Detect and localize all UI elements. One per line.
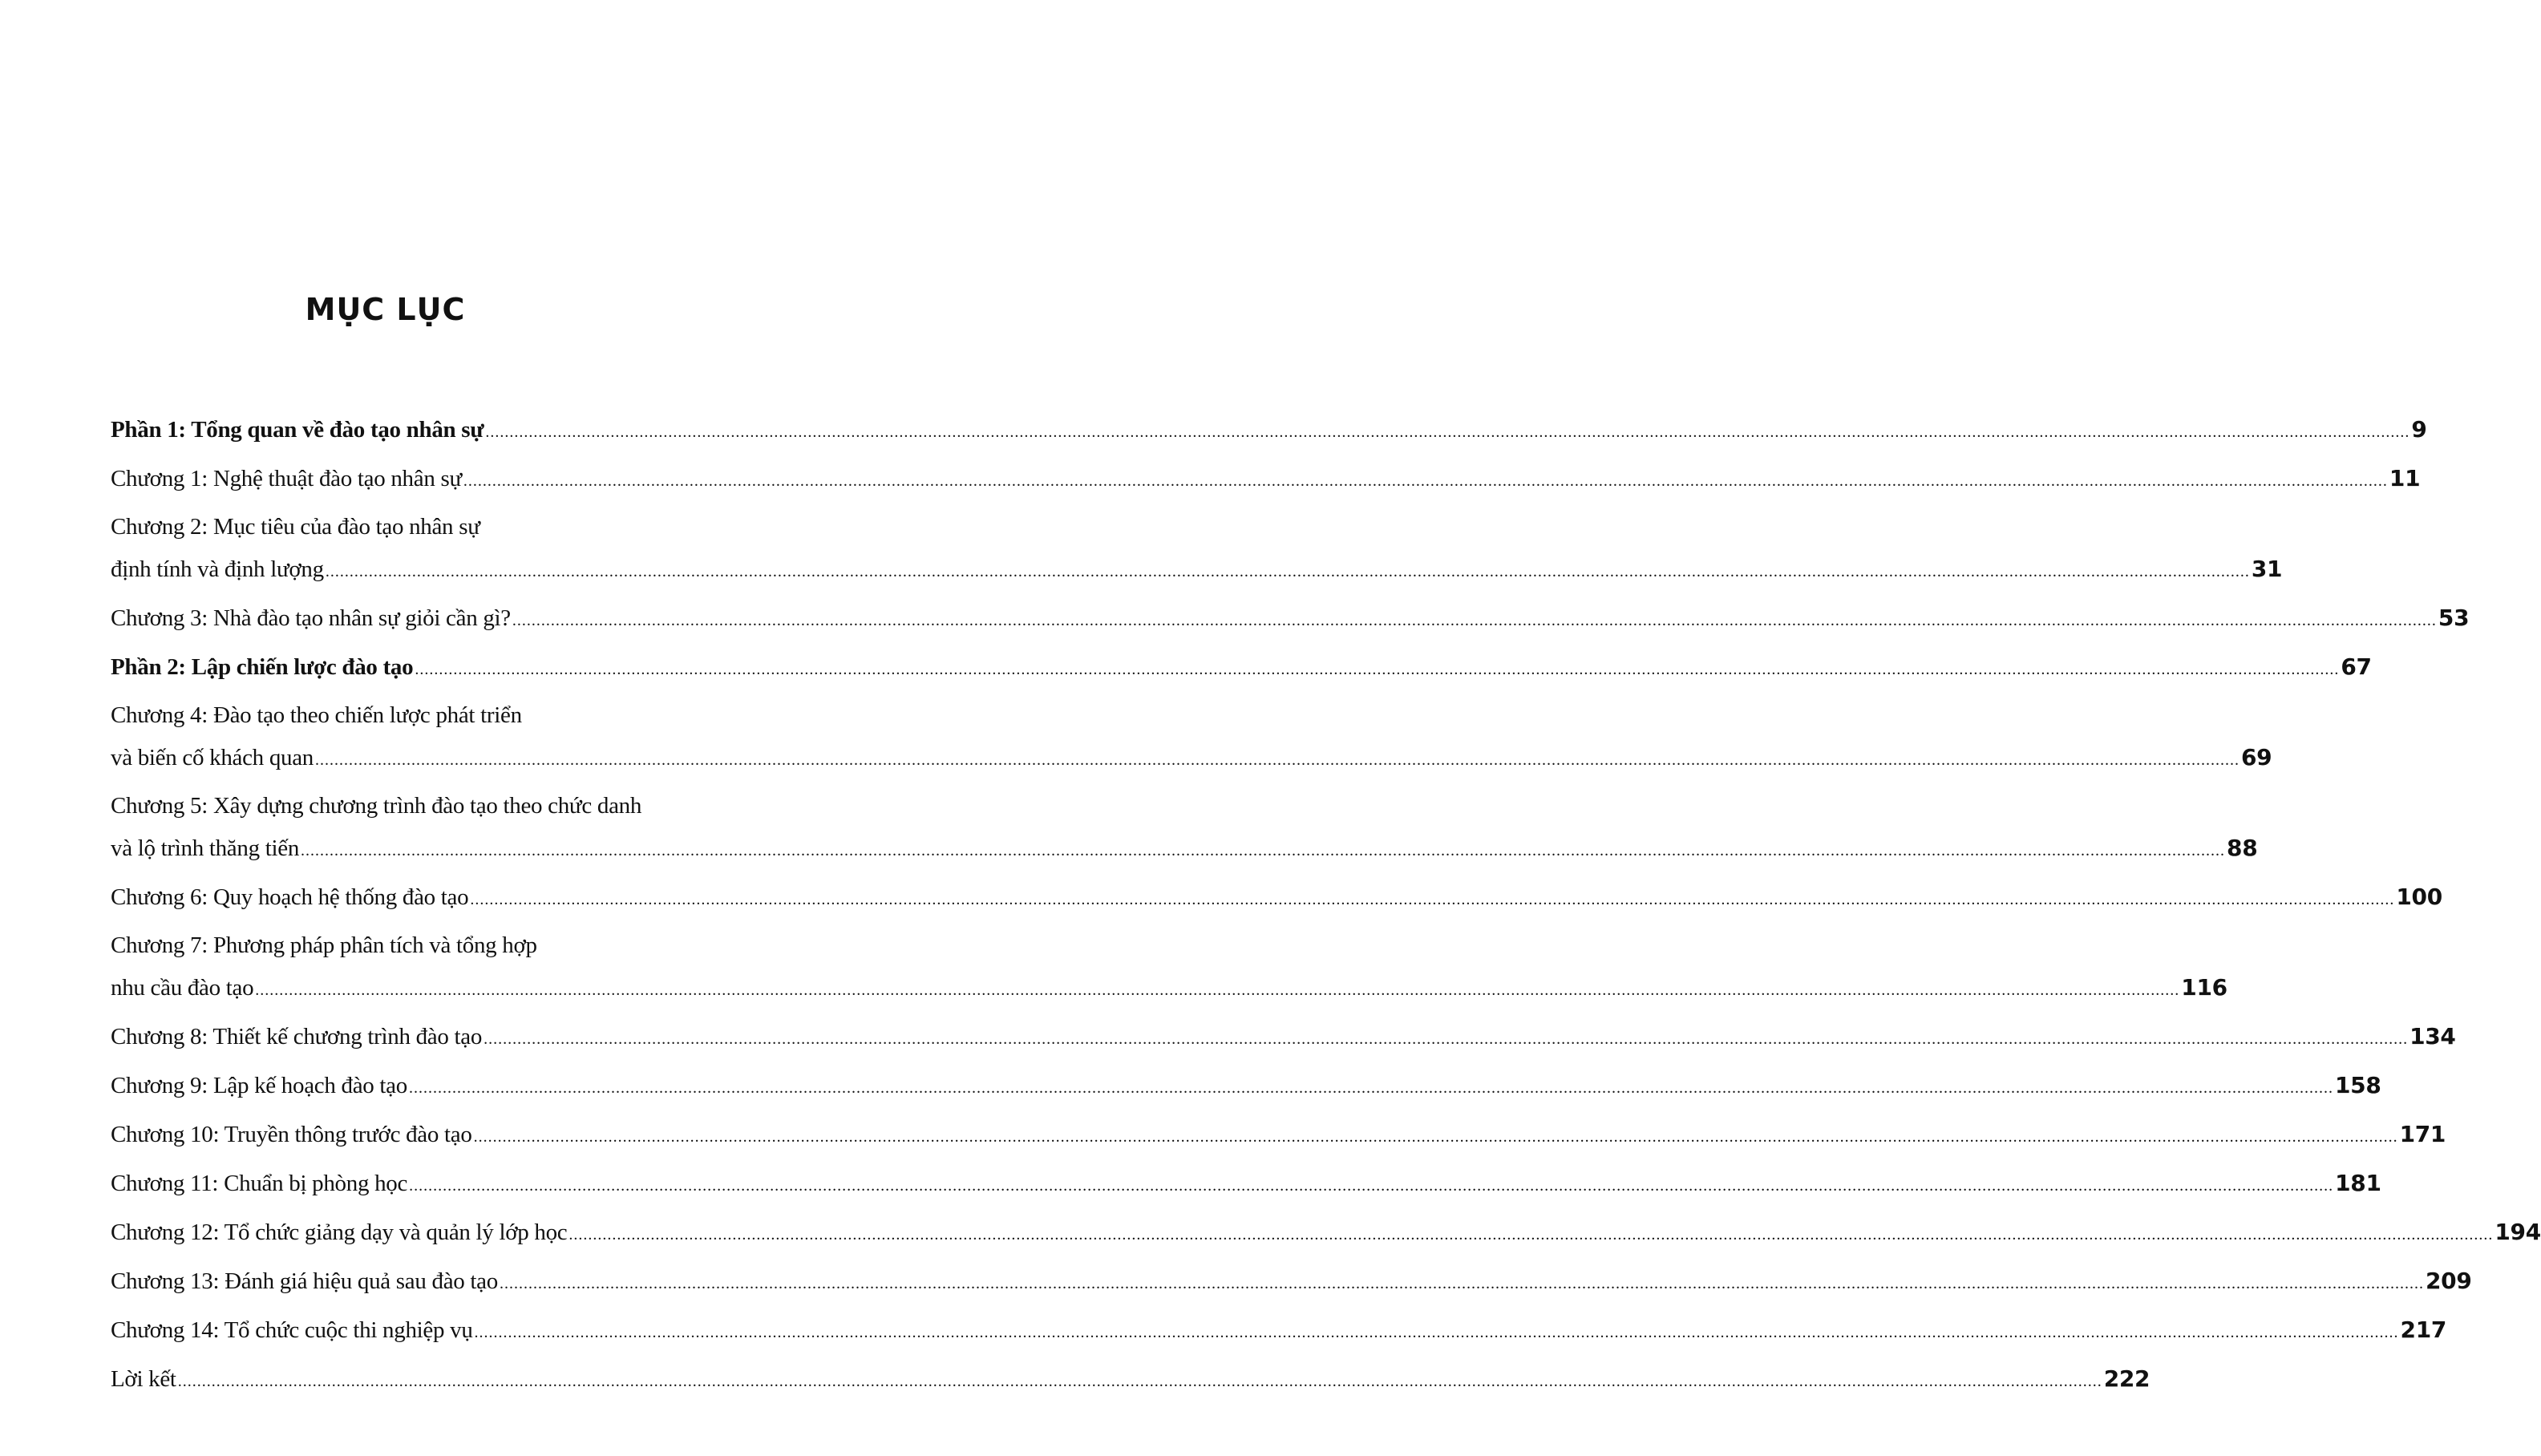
toc-dot-leader: ................................................................................................................................................................................................................................................................................................................................................................................................................ (415, 661, 2340, 678)
toc-chapter-entry (111, 463, 2421, 497)
toc-entry-line (111, 602, 2470, 637)
toc-chapter-entry (111, 1314, 2447, 1349)
toc-page-number: 67 (2341, 653, 2372, 680)
toc-part-entry (111, 414, 2427, 448)
toc-entry-line (111, 1021, 2456, 1055)
toc-entry-line (111, 553, 2283, 588)
toc-entry-title: định tính và định lượng (111, 556, 324, 582)
toc-entry-title: và biến cố khách quan (111, 745, 314, 770)
toc-chapter-entry (111, 1167, 2381, 1202)
toc-entry-line (111, 832, 2258, 867)
toc-page-number: 53 (2438, 605, 2470, 631)
toc-entry-line (111, 742, 2272, 776)
toc-entry-line (111, 1265, 2472, 1300)
toc-dot-leader: ................................................................................................................................................................................................................................................................................................................................................................................................................ (474, 1324, 2399, 1341)
toc-entry-title: Chương 9: Lập kế hoạch đào tạo (111, 1073, 407, 1098)
toc-chapter-entry (111, 1363, 2151, 1397)
toc-entry-title: Chương 12: Tổ chức giảng dạy và quản lý lớp học (111, 1219, 568, 1245)
toc-dot-leader: ................................................................................................................................................................................................................................................................................................................................................................................................................ (473, 1128, 2398, 1146)
toc-entry-title: Chương 8: Thiết kế chương trình đào tạo (111, 1024, 483, 1050)
toc-entry-line (111, 972, 2227, 1006)
toc-chapter-entry (111, 700, 2272, 776)
toc-entry-line (111, 463, 2421, 497)
toc-chapter-entry (111, 1118, 2446, 1153)
toc-chapter-entry (111, 1021, 2456, 1055)
toc-page-number: 181 (2335, 1170, 2381, 1196)
toc-entry-line (111, 881, 2442, 916)
toc-dot-leader: ................................................................................................................................................................................................................................................................................................................................................................................................................ (484, 1030, 2409, 1048)
toc-entry-title-line1: Chương 4: Đào tạo theo chiến lược phát triển (111, 702, 522, 728)
toc-entry-line (111, 1216, 2541, 1251)
toc-entry-title: Phần 2: Lập chiến lược đào tạo (111, 654, 414, 680)
toc-entry-line (111, 651, 2372, 686)
page-title: MỤC LỤC (305, 292, 466, 327)
toc-page-number: 217 (2400, 1316, 2447, 1343)
toc-dot-leader: ................................................................................................................................................................................................................................................................................................................................................................................................................ (470, 891, 2395, 908)
toc-page-number: 158 (2334, 1072, 2381, 1098)
toc-entry-line (111, 1363, 2151, 1397)
toc-dot-leader: ................................................................................................................................................................................................................................................................................................................................................................................................................ (177, 1373, 2102, 1390)
toc-chapter-entry (111, 1265, 2472, 1300)
toc-entry-line (111, 1118, 2446, 1153)
toc-entry-title: Chương 6: Quy hoạch hệ thống đào tạo (111, 884, 469, 910)
toc-page-number: 88 (2227, 835, 2258, 861)
toc-entry-line (111, 1070, 2381, 1104)
toc-entry-title: Chương 11: Chuẩn bị phòng học (111, 1171, 408, 1196)
toc-page-number: 11 (2389, 465, 2421, 491)
toc-page-number: 222 (2103, 1365, 2151, 1392)
toc-dot-leader: ................................................................................................................................................................................................................................................................................................................................................................................................................ (568, 1226, 2494, 1244)
toc-entry-title: nhu cầu đào tạo (111, 975, 254, 1001)
toc-page-number: 116 (2181, 974, 2227, 1001)
toc-entry-title: Lời kết (111, 1366, 176, 1392)
toc-page-number: 9 (2411, 416, 2427, 443)
toc-page-number: 100 (2396, 884, 2442, 910)
toc-entry-title: Chương 13: Đánh giá hiệu quả sau đào tạo (111, 1268, 498, 1294)
toc-entry-title: Chương 1: Nghệ thuật đào tạo nhân sự (111, 466, 462, 491)
toc-entry-title: Chương 3: Nhà đào tạo nhân sự giỏi cần gì? (111, 605, 511, 631)
toc-page-number: 31 (2251, 556, 2283, 582)
toc-dot-leader: ................................................................................................................................................................................................................................................................................................................................................................................................................ (485, 423, 2410, 441)
toc-entry-line (111, 1314, 2447, 1349)
toc-dot-leader: ................................................................................................................................................................................................................................................................................................................................................................................................................ (325, 563, 2250, 580)
toc-part-entry (111, 651, 2372, 686)
toc-entry-title: Chương 14: Tổ chức cuộc thi nghiệp vụ (111, 1317, 473, 1343)
toc-dot-leader: ................................................................................................................................................................................................................................................................................................................................................................................................................ (499, 1275, 2424, 1292)
toc-entry-title: và lộ trình thăng tiến (111, 835, 300, 861)
toc-dot-leader: ................................................................................................................................................................................................................................................................................................................................................................................................................ (315, 751, 2240, 769)
table-of-contents (111, 414, 2541, 1412)
toc-chapter-entry (111, 881, 2442, 916)
toc-chapter-entry (111, 1070, 2381, 1104)
toc-dot-leader: ................................................................................................................................................................................................................................................................................................................................................................................................................ (255, 981, 2180, 999)
toc-entry-title-line1: Chương 2: Mục tiêu của đào tạo nhân sự (111, 514, 480, 540)
toc-chapter-entry (111, 512, 2283, 588)
toc-entry-title-line1: Chương 7: Phương pháp phân tích và tổng hợp (111, 932, 537, 958)
toc-page-number: 69 (2241, 744, 2272, 770)
toc-page-number: 194 (2494, 1219, 2541, 1245)
toc-dot-leader: ................................................................................................................................................................................................................................................................................................................................................................................................................ (408, 1079, 2333, 1097)
toc-entry-title: Phần 1: Tổng quan về đào tạo nhân sự (111, 417, 484, 443)
toc-chapter-entry (111, 1216, 2541, 1251)
toc-chapter-entry (111, 791, 2258, 867)
toc-page-number: 134 (2409, 1023, 2456, 1050)
toc-chapter-entry (111, 930, 2227, 1006)
toc-entry-title-line1: Chương 5: Xây dựng chương trình đào tạo theo chức danh (111, 793, 642, 819)
toc-entry-line (111, 414, 2427, 448)
toc-page-number: 209 (2425, 1268, 2472, 1294)
toc-chapter-entry (111, 602, 2470, 637)
toc-dot-leader: ................................................................................................................................................................................................................................................................................................................................................................................................................ (463, 472, 2388, 490)
toc-dot-leader: ................................................................................................................................................................................................................................................................................................................................................................................................................ (409, 1177, 2334, 1195)
toc-entry-line (111, 1167, 2381, 1202)
toc-dot-leader: ................................................................................................................................................................................................................................................................................................................................................................................................................ (301, 842, 2226, 859)
toc-page-number: 171 (2399, 1121, 2446, 1147)
toc-entry-title: Chương 10: Truyền thông trước đào tạo (111, 1122, 472, 1147)
toc-dot-leader: ................................................................................................................................................................................................................................................................................................................................................................................................................ (512, 612, 2437, 629)
